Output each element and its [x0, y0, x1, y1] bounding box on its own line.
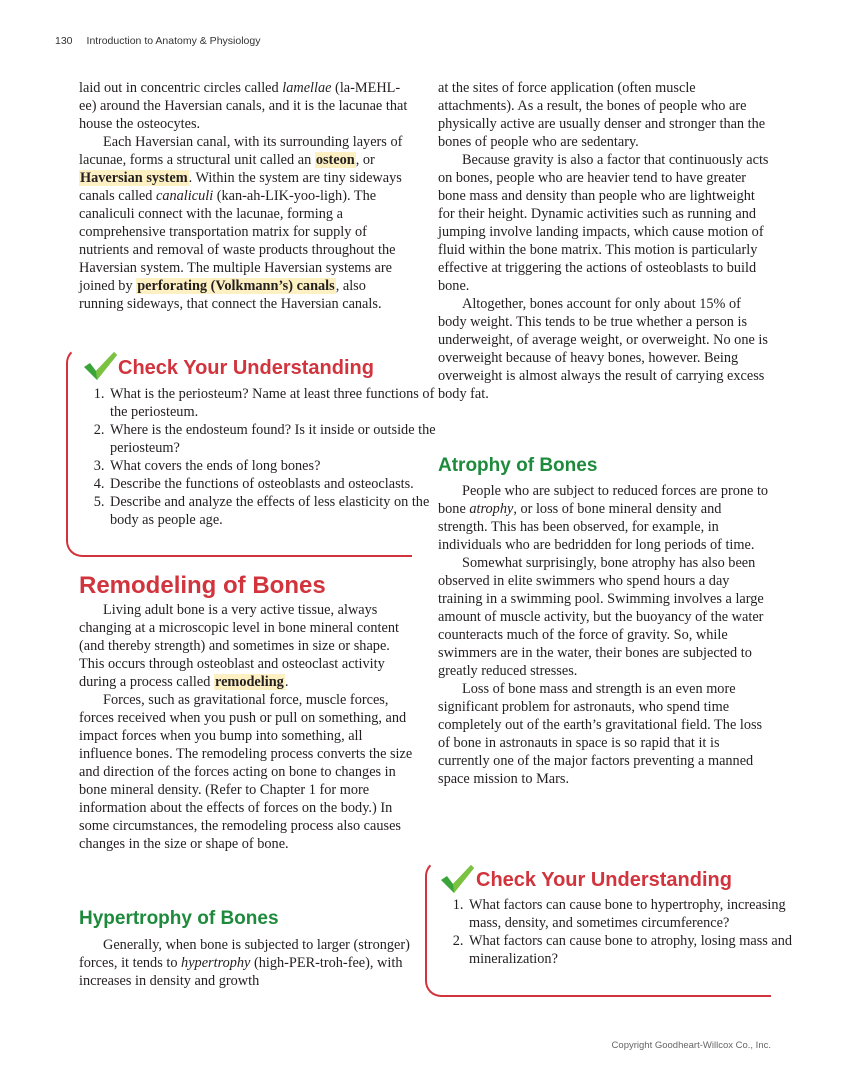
page-number: 130 [55, 35, 73, 47]
text-run: Somewhat surprisingly, bone atrophy has also been observed in elite swimmers who spend hours a day training in a swimming pool. Swimming involves a large amount of muscle activity, but the buoyancy of the water counteracts much of the force of gravity. So, while swimmers are in the water, their bones are subjected to greatly reduced stresses. [438, 555, 764, 679]
key-term: osteon [315, 152, 355, 168]
remodeling-body [79, 601, 413, 853]
text-run: Because gravity is also a factor that continuously acts on bones, people who are heavier tend to have greater bone mass and density than people who are lightweight for their height. Dynamic activities such as running and jumping involve landing impacts, which cause motion of fluid within the bone matrix. This motion is particularly effective at triggering the actions of osteoblasts to build bone. [438, 152, 769, 294]
italic-term: lamellae [282, 80, 332, 96]
question-item: 4. Describe the functions of osteoblasts and osteoclasts. [108, 475, 448, 493]
text-run: laid out in concentric circles called [79, 80, 283, 96]
text-run: (kan-ah-LIK-yoo-ligh). The canaliculi connect with the lacunae, forming a comprehensive transportation matrix for supply of nutrients and removal of waste products throughout the Haversian system. The multiple Haversian systems are joined by [79, 188, 396, 294]
text-run: Living adult bone is a very active tissue, always changing at a microscopic level in bone mineral content (and thereby strength) and sometimes in size or shape. This occurs through osteoblast and osteoclast activity during a process called [79, 602, 399, 690]
text-run: Each Haversian canal, with its surrounding layers of lacunae, forms a structural unit called an [79, 134, 403, 168]
running-header [55, 35, 260, 47]
checkmark-icon [82, 351, 118, 381]
key-term: remodeling [214, 674, 284, 690]
section-heading-hypertrophy: Hypertrophy of Bones [79, 908, 279, 929]
text-run: Loss of bone mass and strength is an even more significant problem for astronauts, who spend time completely out of the earth’s gravitational field. The loss of bone in astronauts in space is so rapid that it is currently one of the major factors preventing a manned space mission to Mars. [438, 681, 763, 787]
question-item: 2. Where is the endosteum found? Is it inside or outside the periosteum? [108, 421, 448, 457]
question-item: 5. Describe and analyze the effects of less elasticity on the body as people age. [108, 493, 448, 529]
atrophy-body [438, 482, 772, 788]
key-term: perforating (Volkmann’s) canals [137, 278, 335, 294]
box-title: Check Your Understanding [476, 869, 732, 891]
paragraph [438, 554, 772, 680]
text-run: at the sites of force application (often muscle attachments). As a result, the bones of people who are physically active are usually denser and stronger than the bones of people who are sedentary. [438, 80, 766, 150]
paragraph [79, 79, 413, 133]
paragraph [438, 482, 772, 554]
paragraph [438, 79, 772, 151]
paragraph [438, 151, 772, 295]
hypertrophy-body [79, 936, 413, 990]
text-run: Generally, when bone is subjected to larger (stronger) forces, it tends to [79, 937, 410, 971]
text-run: , or [355, 152, 375, 168]
right-column-top [438, 79, 772, 403]
question-item: 2. What factors can cause bone to atrophy, losing mass and mineralization? [467, 932, 807, 968]
question-list [68, 385, 448, 529]
key-term: Haversian system [80, 170, 188, 186]
check-understanding-box-1 [66, 347, 436, 557]
paragraph [438, 680, 772, 788]
paragraph [438, 295, 772, 403]
text-run: . Within the system are tiny sideways canals called [79, 170, 402, 204]
copyright-footer: Copyright Goodheart-Willcox Co., Inc. [611, 1040, 771, 1051]
paragraph [79, 133, 413, 313]
text-run: (high-PER-troh-fee), with increases in density and growth [79, 955, 403, 989]
box-title: Check Your Understanding [118, 357, 374, 379]
paragraph [79, 936, 413, 990]
question-item: 1. What is the periosteum? Name at least three functions of the periosteum. [108, 385, 448, 421]
paragraph [79, 601, 413, 691]
left-column-top [79, 79, 413, 313]
text-run: , also running sideways, that connect the Haversian canals. [79, 278, 382, 312]
section-heading-remodeling: Remodeling of Bones [79, 572, 326, 599]
book-title: Introduction to Anatomy & Physiology [86, 35, 261, 47]
text-run: Forces, such as gravitational force, muscle forces, forces received when you push or pull on something, and impact forces when you bump into something, all influence bones. The remodeling process converts the size and direction of the forces acting on bone to changes in bone mineral density. (Refer to Chapter 1 for more information about the effects of forces on the body.) In some circumstances, the remodeling process also causes changes in the size or shape of bone. [79, 692, 413, 852]
text-run: , or loss of bone mineral density and strength. This has been observed, for example, in individuals who are bedridden for long periods of time. [438, 501, 755, 553]
text-run: . [284, 674, 289, 690]
text-run: People who are subject to reduced forces are prone to bone [438, 483, 769, 517]
italic-term: hypertrophy [181, 955, 251, 971]
checkmark-icon [439, 864, 475, 894]
section-heading-atrophy: Atrophy of Bones [438, 455, 598, 476]
question-list [427, 896, 807, 968]
italic-term: canaliculi [156, 188, 214, 204]
question-item: 1. What factors can cause bone to hypertrophy, increasing mass, density, and sometimes circumference? [467, 896, 807, 932]
text-run: (la-MEHL-ee) around the Haversian canals, and it is the lacunae that house the osteocytes. [79, 80, 408, 132]
italic-term: atrophy [469, 501, 514, 517]
text-run: Altogether, bones account for only about 15% of body weight. This tends to be true whether a person is underweight, of average weight, or overweight. No one is overweight because of heavy bones, however. Being overweight is almost always the result of carrying excess body fat. [438, 296, 768, 402]
question-item: 3. What covers the ends of long bones? [108, 457, 448, 475]
paragraph [79, 691, 413, 853]
check-understanding-box-2 [425, 860, 793, 997]
